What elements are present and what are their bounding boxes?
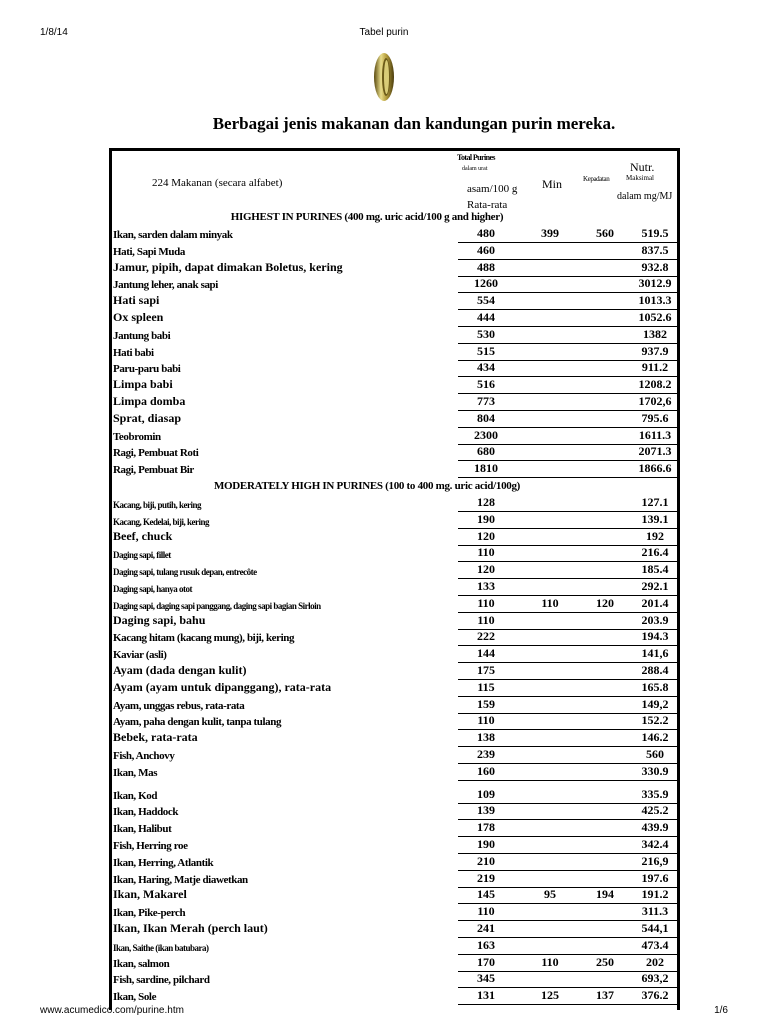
cell-name: Ayam (dada dengan kulit) bbox=[113, 663, 247, 677]
cell-name: Ayam (ayam untuk dipanggang), rata-rata bbox=[113, 679, 332, 694]
cell-total: 2300 bbox=[474, 427, 498, 442]
table-row bbox=[112, 854, 677, 871]
cell-nutr: 216.4 bbox=[641, 545, 669, 560]
table-row bbox=[112, 461, 677, 478]
cell-total: 160 bbox=[477, 763, 495, 778]
column-header-total-unit: asam/100 g bbox=[467, 183, 518, 195]
table-row bbox=[112, 428, 677, 445]
table-row bbox=[112, 529, 677, 546]
cell-name: Ikan, Kod bbox=[113, 789, 158, 802]
cell-nutr: 185.4 bbox=[641, 562, 669, 577]
cell-name: Jamur, pipih, dapat dimakan Boletus, kering bbox=[113, 259, 343, 274]
cell-name: Ayam, paha dengan kulit, tanpa tulang bbox=[113, 716, 282, 729]
cell-total: 110 bbox=[477, 904, 495, 919]
section-title: MODERATELY HIGH IN PURINES (100 to 400 mg. uric acid/100g) bbox=[213, 480, 521, 492]
cell-total: 159 bbox=[477, 696, 495, 711]
cell-total: 128 bbox=[477, 495, 495, 509]
cell-name: Fish, sardine, pilchard bbox=[113, 974, 210, 987]
cell-nutr: 1052.6 bbox=[638, 310, 672, 324]
cell-nutr: 141,6 bbox=[641, 646, 669, 661]
cell-name: Daging sapi, bahu bbox=[113, 612, 206, 627]
print-date: 1/8/14 bbox=[40, 27, 68, 38]
cell-name: Teobromin bbox=[113, 430, 161, 443]
table-row bbox=[112, 629, 677, 646]
cell-name: Kaviar (asli) bbox=[113, 649, 167, 662]
cell-total: 138 bbox=[477, 730, 495, 745]
cell-name: Ikan, Sole bbox=[113, 991, 157, 1004]
table-row bbox=[112, 327, 677, 344]
table-row bbox=[112, 730, 677, 747]
cell-name: Daging sapi, tulang rusuk depan, entrecôte bbox=[113, 567, 257, 578]
cell-total: 480 bbox=[477, 226, 495, 240]
source-url: www.acumedico.com/purine.htm bbox=[40, 1005, 184, 1016]
table-row bbox=[112, 562, 677, 579]
table-row bbox=[112, 871, 677, 888]
cell-nutr: 194.3 bbox=[641, 629, 669, 644]
cell-name: Fish, Anchovy bbox=[113, 750, 175, 762]
table-row bbox=[112, 545, 677, 562]
table-row bbox=[112, 904, 677, 921]
cell-name: Limpa domba bbox=[113, 394, 186, 408]
column-header-total: Total Purines bbox=[457, 153, 495, 162]
table-row bbox=[112, 988, 677, 1005]
cell-density: 137 bbox=[596, 988, 614, 1003]
table-row bbox=[112, 276, 677, 293]
column-header-total-sub: dalam urat bbox=[462, 166, 488, 172]
cell-name: Ikan, Herring, Atlantik bbox=[113, 856, 214, 869]
cell-nutr: 2071.3 bbox=[638, 444, 672, 459]
cell-min: 110 bbox=[541, 954, 559, 969]
cell-total: 680 bbox=[477, 444, 495, 459]
page-number: 1/6 bbox=[714, 1005, 728, 1016]
cell-nutr: 1702,6 bbox=[638, 394, 672, 408]
table-row bbox=[112, 495, 677, 512]
cell-name: Ikan, sarden dalam minyak bbox=[113, 229, 233, 241]
cell-name: Ikan, Halibut bbox=[113, 823, 172, 836]
cell-total: 110 bbox=[477, 612, 495, 627]
cell-nutr: 1611.3 bbox=[638, 427, 672, 442]
cell-total: 434 bbox=[477, 360, 495, 375]
table-row bbox=[112, 344, 677, 361]
cell-total: 773 bbox=[477, 394, 495, 408]
column-header-min: Min bbox=[542, 177, 563, 191]
purine-table bbox=[109, 148, 680, 1010]
row-rule bbox=[458, 1004, 677, 1005]
cell-total: 488 bbox=[477, 259, 495, 274]
cell-name: Paru-paru babi bbox=[113, 363, 181, 376]
cell-nutr: 795.6 bbox=[641, 410, 669, 425]
cell-name: Limpa babi bbox=[113, 377, 173, 392]
cell-nutr: 911.2 bbox=[641, 360, 669, 375]
cell-name: Daging sapi, hanya otot bbox=[113, 584, 193, 594]
cell-total: 178 bbox=[477, 820, 495, 835]
cell-nutr: 932.8 bbox=[641, 259, 669, 274]
table-row bbox=[112, 411, 677, 428]
table-row bbox=[112, 803, 677, 820]
cell-name: Jantung babi bbox=[113, 329, 171, 342]
table-row bbox=[112, 663, 677, 680]
table-row bbox=[112, 764, 677, 781]
cell-nutr: 201.4 bbox=[641, 595, 669, 610]
cell-nutr: 165.8 bbox=[641, 679, 669, 694]
cell-nutr: 473.4 bbox=[641, 937, 669, 952]
cell-total: 190 bbox=[477, 511, 495, 526]
cell-total: 109 bbox=[477, 786, 495, 801]
cell-total: 144 bbox=[477, 646, 495, 661]
cell-total: 175 bbox=[477, 663, 495, 677]
row-rule bbox=[458, 780, 677, 781]
cell-nutr: 311.3 bbox=[641, 904, 669, 919]
cell-nutr: 1013.3 bbox=[638, 293, 672, 308]
cell-total: 139 bbox=[477, 803, 495, 818]
cell-name: Hati sapi bbox=[113, 293, 160, 308]
cell-name: Jantung leher, anak sapi bbox=[113, 279, 218, 292]
cell-name: Ikan, Saithe (ikan batubara) bbox=[113, 942, 209, 953]
cell-nutr: 519.5 bbox=[641, 226, 669, 240]
cell-name: Ikan, salmon bbox=[113, 957, 170, 970]
cell-name: Ragi, Pembuat Roti bbox=[113, 447, 199, 460]
cell-nutr: 202 bbox=[646, 954, 664, 969]
cell-density: 194 bbox=[596, 887, 614, 902]
cell-name: Sprat, diasap bbox=[113, 410, 182, 425]
table-row bbox=[112, 971, 677, 988]
table-row bbox=[112, 444, 677, 461]
cell-nutr: 837.5 bbox=[641, 242, 669, 257]
cell-name: Daging sapi, fillet bbox=[113, 550, 171, 561]
cell-total: 1810 bbox=[474, 461, 498, 476]
cell-name: Daging sapi, daging sapi panggang, daging sapi bagian Sirloin bbox=[113, 600, 321, 611]
cell-nutr: 292.1 bbox=[641, 579, 669, 593]
table-row bbox=[112, 613, 677, 630]
table-row bbox=[112, 260, 677, 277]
cell-nutr: 127.1 bbox=[641, 495, 669, 509]
table-row bbox=[112, 394, 677, 411]
cell-nutr: 288.4 bbox=[641, 663, 669, 677]
cell-name: Ikan, Pike-perch bbox=[113, 907, 186, 920]
cell-name: Fish, Herring roe bbox=[113, 840, 188, 852]
cell-total: 460 bbox=[477, 242, 495, 257]
cell-name: Ikan, Ikan Merah (perch laut) bbox=[113, 921, 268, 935]
cell-name: Bebek, rata-rata bbox=[113, 730, 198, 745]
cell-total: 1260 bbox=[474, 276, 498, 291]
cell-nutr: 376.2 bbox=[641, 988, 669, 1003]
cell-nutr: 439.9 bbox=[641, 820, 669, 835]
table-row bbox=[112, 377, 677, 394]
cell-nutr: 3012.9 bbox=[638, 276, 672, 291]
cell-name: Kacang hitam (kacang mung), biji, kering bbox=[113, 632, 295, 645]
table-row bbox=[112, 955, 677, 972]
cell-total: 163 bbox=[477, 937, 495, 952]
cell-nutr: 216,9 bbox=[641, 853, 669, 868]
cell-density: 250 bbox=[596, 954, 614, 969]
table-row bbox=[112, 887, 677, 904]
cell-name: Ayam, unggas rebus, rata-rata bbox=[113, 699, 245, 712]
table-row bbox=[112, 243, 677, 260]
cell-min: 125 bbox=[541, 988, 559, 1003]
cell-name: Ikan, Mas bbox=[113, 766, 158, 779]
print-page-title: Tabel purin bbox=[359, 27, 409, 38]
cell-total: 131 bbox=[477, 988, 495, 1003]
cell-min: 399 bbox=[541, 226, 559, 240]
cell-total: 444 bbox=[477, 310, 495, 324]
cell-total: 219 bbox=[477, 870, 495, 885]
cell-density: 120 bbox=[596, 595, 614, 610]
cell-nutr: 191.2 bbox=[641, 887, 669, 902]
column-header-total-avg: Rata-rata bbox=[467, 199, 508, 211]
cell-total: 530 bbox=[477, 326, 495, 341]
cell-nutr: 152.2 bbox=[641, 713, 669, 728]
cell-total: 133 bbox=[477, 579, 495, 593]
cell-total: 110 bbox=[477, 545, 495, 560]
cell-nutr: 335.9 bbox=[641, 786, 669, 801]
cell-nutr: 1866.6 bbox=[638, 461, 672, 476]
table-row bbox=[112, 820, 677, 837]
cell-name: Ikan, Haddock bbox=[113, 806, 179, 819]
column-header-nutr: Nutr. bbox=[630, 160, 655, 174]
cell-name: Ikan, Haring, Matje diawetkan bbox=[113, 873, 248, 886]
cell-total: 210 bbox=[477, 853, 495, 868]
cell-name: Kacang, biji, putih, kering bbox=[113, 500, 202, 510]
row-rule bbox=[458, 477, 677, 478]
cell-name: Ox spleen bbox=[113, 310, 164, 324]
table-row bbox=[112, 646, 677, 663]
page-heading: Berbagai jenis makanan dan kandungan purin mereka. bbox=[212, 114, 616, 133]
table-row bbox=[112, 310, 677, 327]
column-header-nutr-max: Maksimal bbox=[626, 174, 654, 182]
cell-total: 110 bbox=[477, 595, 495, 610]
cell-total: 515 bbox=[477, 343, 495, 358]
cell-nutr: 693,2 bbox=[641, 971, 669, 986]
cell-name: Hati babi bbox=[113, 346, 154, 359]
cell-total: 516 bbox=[477, 377, 495, 392]
table-row bbox=[112, 837, 677, 854]
cell-total: 554 bbox=[477, 293, 495, 308]
cell-total: 115 bbox=[477, 679, 495, 694]
cell-nutr: 197.6 bbox=[641, 870, 669, 885]
table-row bbox=[112, 787, 677, 804]
cell-nutr: 560 bbox=[646, 747, 664, 761]
cell-nutr: 330.9 bbox=[641, 763, 669, 778]
table-row bbox=[112, 579, 677, 596]
table-row bbox=[112, 938, 677, 955]
cell-nutr: 1382 bbox=[643, 326, 667, 341]
cell-nutr: 146.2 bbox=[641, 730, 669, 745]
cell-density: 560 bbox=[596, 226, 614, 240]
table-row bbox=[112, 293, 677, 310]
table-row bbox=[112, 596, 677, 613]
section-title: HIGHEST IN PURINES (400 mg. uric acid/100 g and higher) bbox=[230, 211, 504, 223]
cell-total: 145 bbox=[477, 887, 495, 902]
cell-nutr: 544,1 bbox=[641, 921, 669, 935]
cell-name: Ikan, Makarel bbox=[113, 887, 187, 902]
cell-nutr: 342.4 bbox=[641, 837, 669, 851]
table-row bbox=[112, 747, 677, 764]
table-row bbox=[112, 680, 677, 697]
cell-total: 120 bbox=[477, 528, 495, 543]
cell-nutr: 203.9 bbox=[641, 612, 669, 627]
cell-total: 804 bbox=[477, 410, 495, 425]
table-row bbox=[112, 512, 677, 529]
table-row bbox=[112, 360, 677, 377]
cell-name: Hati, Sapi Muda bbox=[113, 245, 185, 258]
cell-nutr: 139.1 bbox=[641, 511, 669, 526]
cell-total: 120 bbox=[477, 562, 495, 577]
cell-total: 239 bbox=[477, 747, 495, 761]
table-row bbox=[112, 226, 677, 243]
cell-total: 170 bbox=[477, 954, 495, 969]
cell-min: 95 bbox=[544, 887, 556, 902]
table-row bbox=[112, 713, 677, 730]
cell-name: Kacang, Kedelai, biji, kering bbox=[113, 516, 210, 527]
cell-nutr: 192 bbox=[646, 528, 664, 543]
table-row bbox=[112, 921, 677, 938]
column-header-density: Kepadatan bbox=[583, 175, 610, 183]
cell-nutr: 1208.2 bbox=[638, 377, 672, 392]
cell-total: 222 bbox=[477, 629, 495, 644]
cell-total: 345 bbox=[477, 971, 495, 986]
cell-nutr: 937.9 bbox=[641, 343, 669, 358]
cell-total: 241 bbox=[477, 921, 495, 935]
cell-min: 110 bbox=[541, 595, 559, 610]
cell-total: 110 bbox=[477, 713, 495, 728]
cell-nutr: 425.2 bbox=[641, 803, 669, 818]
table-row bbox=[112, 697, 677, 714]
gold-ring-image bbox=[373, 52, 395, 102]
cell-total: 190 bbox=[477, 837, 495, 851]
column-header-nutr-unit: dalam mg/MJ bbox=[617, 191, 673, 202]
column-header-food: 224 Makanan (secara alfabet) bbox=[152, 177, 283, 189]
cell-name: Beef, chuck bbox=[113, 528, 173, 543]
cell-nutr: 149,2 bbox=[641, 696, 669, 711]
cell-name: Ragi, Pembuat Bir bbox=[113, 464, 194, 477]
